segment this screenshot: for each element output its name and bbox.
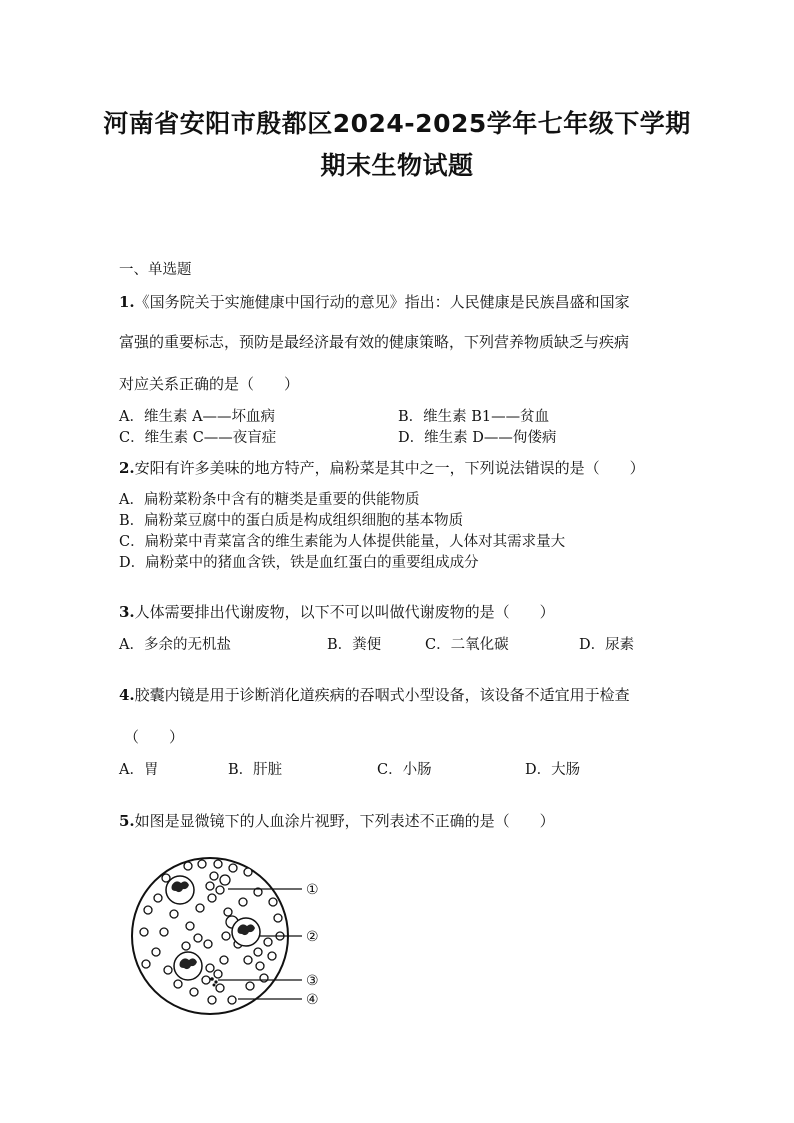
question-4-option-c[interactable]: C．小肠	[377, 762, 432, 778]
question-1-line-1: 1.《国务院关于实施健康中国行动的意见》指出：人民健康是民族昌盛和国家	[119, 293, 630, 311]
question-1-line-2: 富强的重要标志，预防是最经济最有效的健康策略，下列营养物质缺乏与疾病	[119, 333, 630, 351]
question-4-option-a[interactable]: A．胃	[119, 762, 159, 778]
question-5-number: 5.	[119, 812, 135, 830]
question-2-option-d[interactable]: D．扁粉菜中的猪血含铁，铁是血红蛋白的重要组成成分	[119, 555, 479, 571]
question-4-line-1: 4.胶囊内镜是用于诊断消化道疾病的吞咽式小型设备，该设备不适宜用于检查	[119, 686, 630, 704]
exam-title-line2: 期末生物试题	[320, 151, 474, 180]
question-2-number: 2.	[119, 459, 135, 477]
question-4-option-b[interactable]: B．肝脏	[228, 762, 283, 778]
question-2-option-c[interactable]: C．扁粉菜中青菜富含的维生素能为人体提供能量，人体对其需求量大	[119, 534, 566, 550]
diagram-label-4: ④	[306, 992, 319, 1008]
question-4-line-2: （ ）	[124, 728, 185, 746]
diagram-label-3: ③	[306, 973, 319, 989]
question-3-option-a[interactable]: A．多余的无机盐	[119, 637, 231, 653]
question-2-option-b[interactable]: B．扁粉菜豆腐中的蛋白质是构成组织细胞的基本物质	[119, 513, 464, 529]
question-2-option-a[interactable]: A．扁粉菜粉条中含有的糖类是重要的供能物质	[119, 492, 420, 508]
question-2-line-1: 2.安阳有许多美味的地方特产，扁粉菜是其中之一，下列说法错误的是（ ）	[119, 459, 645, 477]
exam-title-line1: 河南省安阳市殷都区2024-2025学年七年级下学期	[103, 109, 691, 138]
question-3-line-1: 3.人体需要排出代谢废物，以下不可以叫做代谢废物的是（ ）	[119, 603, 555, 621]
question-1-number: 1.	[119, 293, 135, 311]
question-1-option-b[interactable]: B．维生素 B1——贫血	[398, 409, 550, 425]
section-heading: 一、单选题	[119, 262, 192, 278]
question-4-option-d[interactable]: D．大肠	[525, 762, 581, 778]
question-3-option-c[interactable]: C．二氧化碳	[425, 637, 509, 653]
question-5-line-1: 5.如图是显微镜下的人血涂片视野，下列表述不正确的是（ ）	[119, 812, 555, 830]
question-1-option-c[interactable]: C．维生素 C——夜盲症	[119, 430, 277, 446]
blood-smear-diagram	[128, 852, 348, 1022]
question-3-option-b[interactable]: B．粪便	[327, 637, 382, 653]
diagram-label-2: ②	[306, 929, 319, 945]
diagram-label-1: ①	[306, 882, 319, 898]
question-4-number: 4.	[119, 686, 135, 704]
question-3-option-d[interactable]: D．尿素	[579, 637, 635, 653]
question-3-number: 3.	[119, 603, 135, 621]
question-1-line-3: 对应关系正确的是（ ）	[119, 375, 300, 393]
question-1-option-d[interactable]: D．维生素 D——佝偻病	[398, 430, 557, 446]
question-1-option-a[interactable]: A．维生素 A——坏血病	[119, 409, 276, 425]
